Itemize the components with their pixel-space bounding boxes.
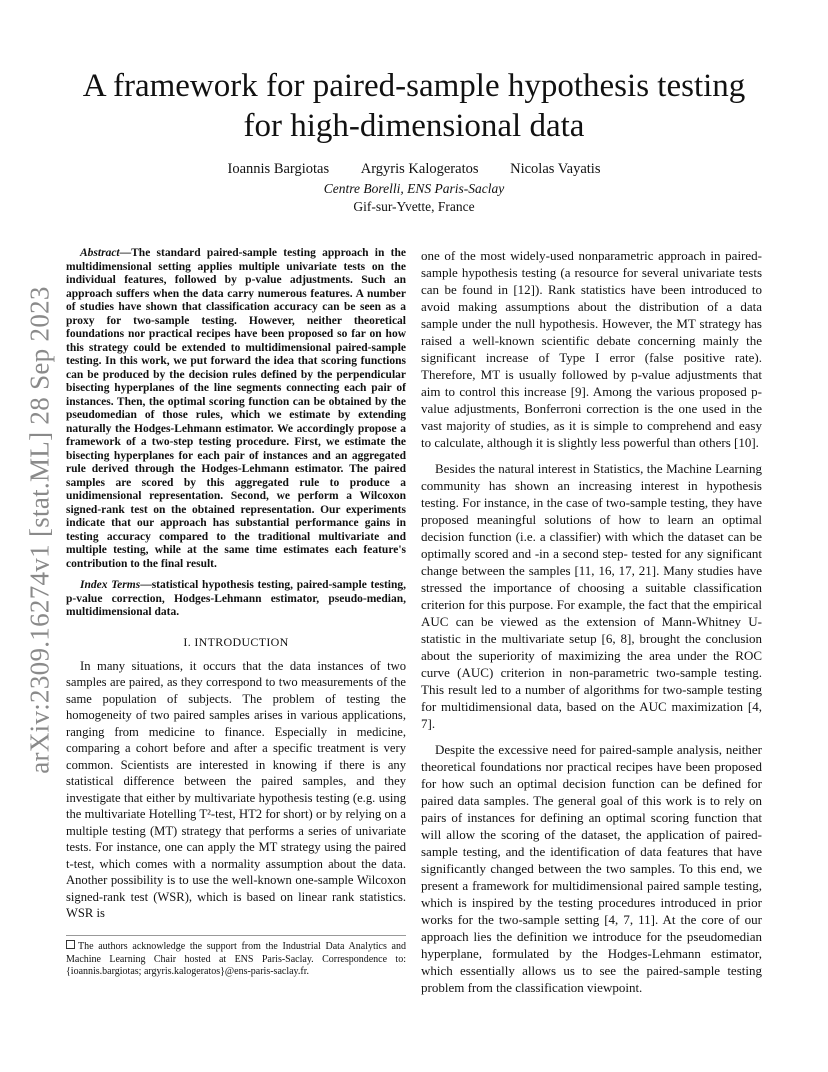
footnote-text: The authors acknowledge the support from the Industrial Data Analytics and Machine Learning Chair hosted at ENS Paris-Saclay. Correspondence to: {ioannis.bargiotas; argyris.kalogeratos}@ens-paris-saclay.fr. bbox=[66, 941, 406, 977]
author-list bbox=[60, 161, 768, 178]
intro-paragraph: In many situations, it occurs that the data instances of two samples are paired, as they correspond to two measurements of the same population of subjects. The problem of testing the homogeneity of two paired samples arises in various applications, ranging from medicine to finance. Especially in medicine, comparing a cohort before and after a specific treatment is very common. Scientists are interested in knowing if there is any statistical difference between the paired samples, and they investigate that either by multivariate hypothesis testing (e.g. using the multivariate Hotelling T²-test, HT2 for short) or by relying on a multiple testing (MT) strategy that performs a series of univariate tests. For instance, one can apply the MT strategy using the paired t-test, which comes with a normality assumption about the data. Another possibility is to use the well-known one-sample Wilcoxon signed-rank test (WSR), which is based on linear rank statistics. WSR is bbox=[66, 658, 406, 920]
section-heading: I. INTRODUCTION bbox=[183, 634, 289, 649]
affiliation: Centre Borelli, ENS Paris-Saclay bbox=[323, 181, 505, 196]
index-terms-text: statistical hypothesis testing, paired-sample testing, p-value correction, Hodges-Lehmann estimator, pseudo-median, multidimensional data. bbox=[66, 579, 406, 618]
left-column bbox=[66, 247, 406, 922]
body-paragraph: Besides the natural interest in Statistics, the Machine Learning community has shown an increasing interest in hypothesis testing. For instance, in the case of two-sample testing, they have proposed meaningful solutions of how to learn an optimal decision function (i.e. a classifier) with which the dataset can be optimally scored and -in a second step- tested for any significant change between the samples [11, 16, 17, 21]. Many studies have stressed the importance of choosing a suitable classification criterion for this purpose. For example, the fact that the empirical AUC can be viewed as the extension of Mann-Whitney U-statistic in the multivariate setup [6, 8], brought the conclusion about the superiority of maximizing the area under the ROC curve (AUC) criterion in non-parametric two-sample testing. This result led to a number of algorithms for two-sample testing for multidimensional data, based on the AUC maximization [4, 7]. bbox=[421, 461, 762, 731]
index-terms-label: Index Terms bbox=[80, 579, 141, 591]
footnote-box-icon bbox=[66, 940, 75, 949]
author-name: Argyris Kalogeratos bbox=[360, 161, 479, 177]
abstract: Abstract—The standard paired-sample testing approach in the multidimensional setting applies multiple univariate tests on the individual features, followed by p-value adjustments. Such an approach suffers when the data carry numerous features. A number of studies have shown that classification accuracy can be seen as a proxy for two-sample testing. However, neither theoretical foundations nor practical recipes have been proposed so far on how this strategy could be extended to multidimensional paired-sample testing. In this work, we put forward the idea that scoring functions can be produced by the decision rules defined by the perpendicular bisecting hyperplanes of the line segments connecting each pair of instances. Then, the optimal scoring function can be obtained by the pseudomedian of those rules, which we estimate by extending naturally the Hodges-Lehmann estimator. We accordingly propose a framework of a two-step testing procedure. First, we estimate the bisecting hyperplanes for each pair of instances and an aggregated rule derived through the Hodges-Lehmann estimator. The paired samples are scored by this aggregated rule to produce a unidimensional representation. Second, we perform a Wilcoxon signed-rank test on the obtained representation. Our experiments indicate that our approach has substantial performance gains in testing accuracy compared to the traditional multivariate and multiple testing, while at the same time estimates each feature's contribution to the final result. bbox=[66, 247, 406, 570]
body-paragraph: Despite the excessive need for paired-sample analysis, neither theoretical foundations nor practical recipes have been proposed for how such an optimal decision function can be defined for paired data samples. The general goal of this work is to rely on pairs of instances for defining an optimal scoring function that will allow the scoring of the dataset, the application of paired-sample testing, and the identification of data features that have significantly changed between the two samples. To this end, we present a framework for multidimensional paired sample testing, which is inspired by the testing procedures introduced in prior works for the two-sample setting [4, 7, 11]. At the core of our approach lies the definition we introduce for the pseudomedian hyperplane, formulated by the Hodges-Lehmann estimator, which essentially allows us to see the paired-sample testing problem from the classification viewpoint. bbox=[421, 742, 762, 995]
paper-title: A framework for paired-sample hypothesis testing for high-dimensional data bbox=[82, 68, 746, 144]
arxiv-stamp: arXiv:2309.16274v1 [stat.ML] 28 Sep 2023 bbox=[24, 286, 55, 774]
abstract-label: Abstract bbox=[80, 247, 120, 259]
footnote bbox=[66, 935, 406, 979]
index-terms: Index Terms—statistical hypothesis testing, paired-sample testing, p-value correction, Hodges-Lehmann estimator, pseudo-median, multidimensional data. bbox=[66, 579, 406, 618]
author-name: Nicolas Vayatis bbox=[510, 161, 601, 177]
abstract-text: The standard paired-sample testing approach in the multidimensional setting applies multiple univariate tests on the individual features, followed by p-value adjustments. Such an approach suffers when the data carry numerous features. A number of studies have shown that classification accuracy can be seen as a proxy for two-sample testing. However, neither theoretical foundations nor practical recipes have been proposed so far on how this strategy could be extended to multidimensional paired-sample testing. In this work, we put forward the idea that scoring functions can be produced by the decision rules defined by the perpendicular bisecting hyperplanes of the line segments connecting each pair of instances. Then, the optimal scoring function can be obtained by the pseudomedian of those rules, which we estimate by extending naturally the Hodges-Lehmann estimator. We accordingly propose a framework of a two-step testing procedure. First, we estimate the bisecting hyperplanes for each pair of instances and an aggregated rule derived through the Hodges-Lehmann estimator. The paired samples are scored by this aggregated rule to produce a unidimensional representation. Second, we perform a Wilcoxon signed-rank test on the obtained representation. Our experiments indicate that our approach has substantial performance gains in testing accuracy compared to the traditional multivariate and multiple testing, while at the same time estimates each feature's contribution to the final result. bbox=[66, 247, 406, 570]
right-column bbox=[421, 247, 762, 996]
location: Gif-sur-Yvette, France bbox=[353, 199, 475, 214]
body-paragraph: one of the most widely-used nonparametric approach in paired-sample hypothesis testing (a resource for several univariate tests can be found in [12]). Rank statistics have been introduced to avoid making assumptions about the distribution of a data sample under the null hypothesis. However, the MT strategy has raised a well-known scientific debate concerning mainly the significant increase of Type I error (false positive rate). Therefore, MT is usually followed by p-value adjustments that aim to control this increase [9]. Among the various proposed p-value adjustments, Bonferroni correction is the one used in the vast majority of studies, as it is simple to comprehend and easy to calculate, although it is slightly less powerful than others [10]. bbox=[421, 248, 762, 450]
author-name: Ioannis Bargiotas bbox=[227, 161, 330, 177]
